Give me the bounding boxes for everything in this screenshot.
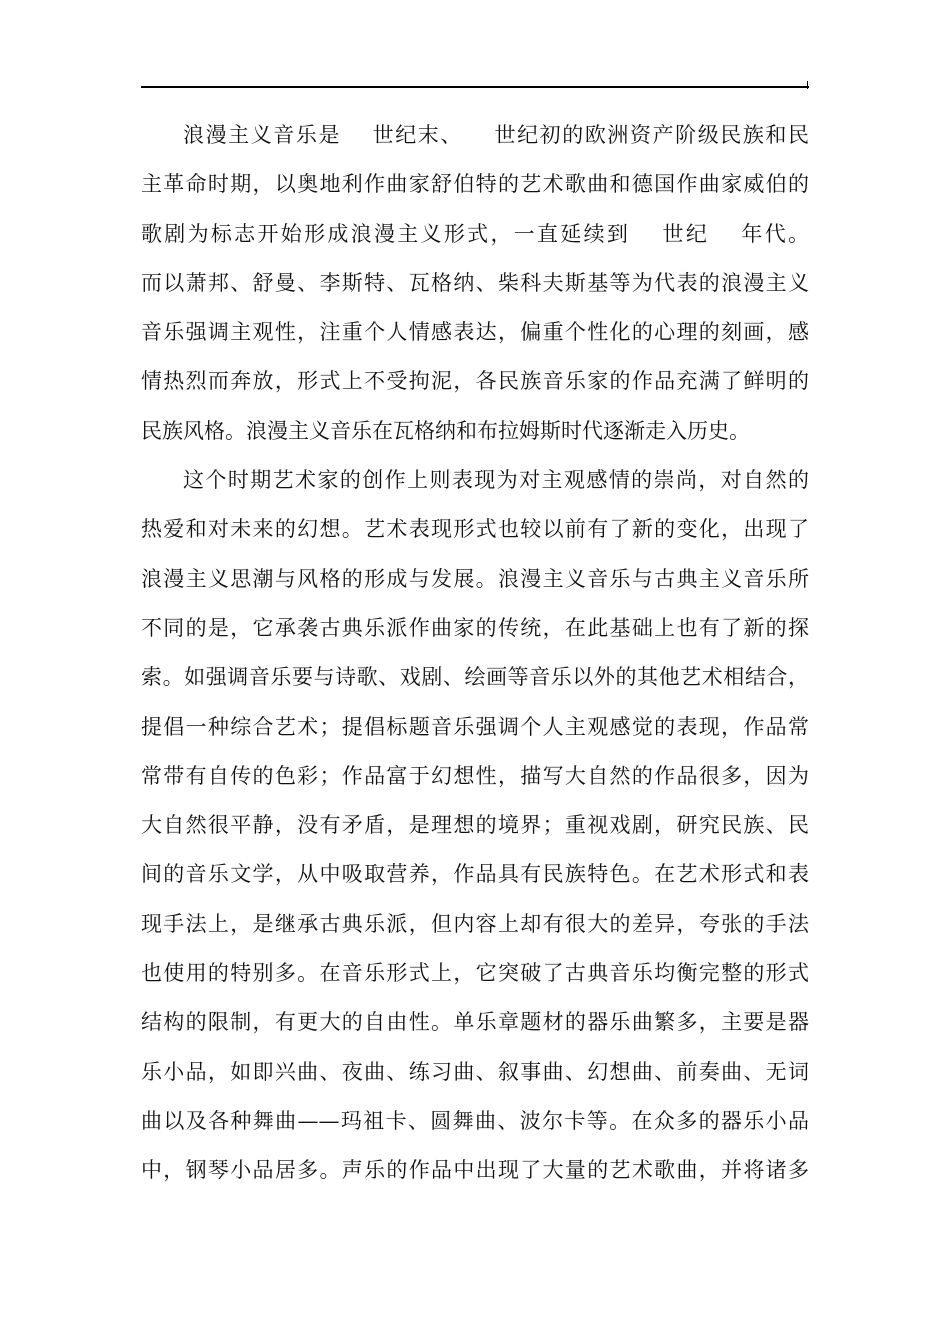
text-line — [141, 111, 809, 160]
text-line: 这个时期艺术家的创作上则表现为对主观感情的崇尚，对自然的 — [183, 468, 809, 493]
text-line: 而以萧邦、舒曼、李斯特、瓦格纳、柴科夫斯基等为代表的浪漫主义 — [141, 270, 809, 295]
text-segment: 歌剧为标志开始形成浪漫主义形式，一直延续到 — [141, 221, 631, 246]
text-line: 热爱和对未来的幻想。艺术表现形式也较以前有了新的变化，出现了 — [141, 517, 809, 542]
text-segment: 世纪初的欧洲资产阶级民族和民 — [492, 123, 810, 147]
header-rule — [141, 86, 809, 88]
text-segment: 世纪 — [660, 221, 710, 246]
text-line: 中，钢琴小品居多。声乐的作品中出现了大量的艺术歌曲，并将诸多 — [141, 1158, 809, 1183]
text-line: 也使用的特别多。在音乐形式上，它突破了古典音乐均衡完整的形式 — [141, 961, 809, 986]
text-segment: 浪漫主义音乐是 — [183, 123, 342, 147]
paragraph-2 — [141, 456, 809, 1195]
text-line: 主革命时期，以奥地利作曲家舒伯特的艺术歌曲和德国作曲家威伯的 — [141, 172, 809, 197]
text-line — [141, 210, 809, 259]
text-line: 常带有自传的色彩；作品富于幻想性，描写大自然的作品很多，因为 — [141, 763, 809, 788]
text-line: 曲以及各种舞曲——玛祖卡、圆舞曲、波尔卡等。在众多的器乐小品 — [141, 1108, 809, 1133]
text-segment: 年代。 — [739, 221, 810, 246]
text-line: 现手法上，是继承古典乐派，但内容上却有很大的差异，夸张的手法 — [141, 911, 809, 936]
paragraph-1 — [141, 111, 809, 456]
text-line: 音乐强调主观性，注重个人情感表达，偏重个性化的心理的刻画，感 — [141, 320, 809, 345]
text-line: 索。如强调音乐要与诗歌、戏剧、绘画等音乐以外的其他艺术相结合， — [141, 665, 809, 690]
text-segment: 世纪末、 — [371, 123, 463, 147]
text-line: 民族风格。浪漫主义音乐在瓦格纳和布拉姆斯时代逐渐走入历史。 — [141, 418, 750, 443]
text-line: 不同的是，它承袭古典乐派作曲家的传统，在此基础上也有了新的探 — [141, 615, 809, 640]
text-line: 大自然很平静，没有矛盾，是理想的境界；重视戏剧，研究民族、民 — [141, 813, 809, 838]
text-line: 结构的限制，有更大的自由性。单乐章题材的器乐曲繁多，主要是器 — [141, 1010, 809, 1035]
header-rule-tick — [807, 81, 808, 89]
document-body — [141, 111, 809, 1196]
text-line: 情热烈而奔放，形式上不受拘泥，各民族音乐家的作品充满了鲜明的 — [141, 369, 809, 394]
text-line: 浪漫主义思潮与风格的形成与发展。浪漫主义音乐与古典主义音乐所 — [141, 566, 809, 591]
text-line: 提倡一种综合艺术；提倡标题音乐强调个人主观感觉的表现，作品常 — [141, 714, 809, 739]
text-line: 间的音乐文学，从中吸取营养，作品具有民族特色。在艺术形式和表 — [141, 862, 809, 887]
text-line: 乐小品，如即兴曲、夜曲、练习曲、叙事曲、幻想曲、前奏曲、无词 — [141, 1059, 809, 1084]
